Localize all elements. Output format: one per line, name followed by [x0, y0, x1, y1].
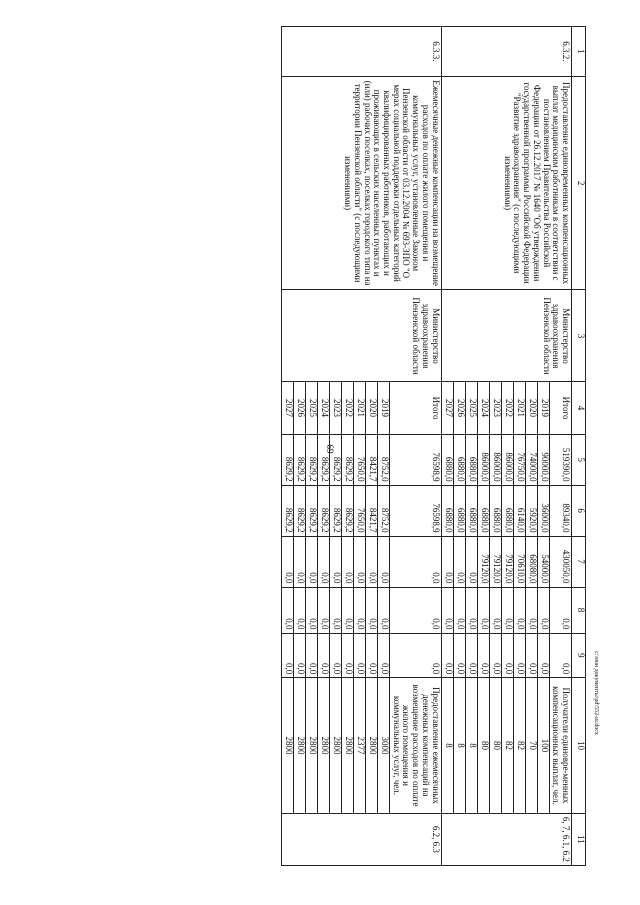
- total-value: 0,0: [549, 587, 571, 633]
- amount-cell: 6880,0: [489, 485, 501, 536]
- amount-cell: 0,0: [341, 536, 353, 587]
- indicator-value: 2800: [281, 678, 293, 813]
- column-number: 7: [572, 536, 586, 587]
- amount-cell: 0,0: [293, 587, 305, 633]
- column-number: 3: [572, 290, 586, 382]
- amount-cell: 0,0: [329, 587, 341, 633]
- amount-cell: 0,0: [537, 633, 549, 678]
- amount-cell: 0,0: [501, 587, 513, 633]
- amount-cell: 8629,2: [281, 434, 293, 485]
- indicator-value: 2800: [329, 678, 341, 813]
- budget-table: [281, 26, 586, 866]
- amount-cell: 0,0: [281, 587, 293, 633]
- amount-cell: 0,0: [305, 587, 317, 633]
- year-cell: 2021: [353, 382, 365, 434]
- year-cell: 2021: [513, 382, 525, 434]
- amount-cell: 6880,0: [453, 434, 465, 485]
- indicator-value: 2800: [293, 678, 305, 813]
- amount-cell: 6880,0: [465, 434, 477, 485]
- amount-cell: 8421,7: [365, 434, 377, 485]
- amount-cell: 70610,0: [513, 536, 525, 587]
- amount-cell: 0,0: [525, 587, 537, 633]
- amount-cell: 8629,2: [329, 434, 341, 485]
- total-value: 0,0: [549, 633, 571, 678]
- amount-cell: 7650,0: [353, 485, 365, 536]
- amount-cell: 0,0: [365, 536, 377, 587]
- amount-cell: 0,0: [441, 587, 453, 633]
- amount-cell: 8629,2: [341, 485, 353, 536]
- amount-cell: 0,0: [353, 587, 365, 633]
- indicator-value: 80: [477, 678, 489, 813]
- column-number: 8: [572, 587, 586, 633]
- year-cell: 2027: [281, 382, 293, 434]
- total-value: 0,0: [389, 633, 441, 678]
- amount-cell: 0,0: [377, 536, 389, 587]
- indicator-value: 2800: [305, 678, 317, 813]
- indicator-value: 3000: [377, 678, 389, 813]
- total-value: 76598,9: [389, 434, 441, 485]
- amount-cell: 0,0: [453, 633, 465, 678]
- column-number: 10: [572, 678, 586, 813]
- amount-cell: 8629,2: [317, 485, 329, 536]
- amount-cell: 0,0: [525, 633, 537, 678]
- amount-cell: 0,0: [489, 587, 501, 633]
- amount-cell: 0,0: [477, 587, 489, 633]
- amount-cell: 0,0: [513, 633, 525, 678]
- indicator-value: 82: [513, 678, 525, 813]
- amount-cell: 0,0: [317, 587, 329, 633]
- column-number: 1: [572, 27, 586, 77]
- amount-cell: 0,0: [353, 536, 365, 587]
- amount-cell: 0,0: [453, 536, 465, 587]
- amount-cell: 8421,7: [365, 485, 377, 536]
- amount-cell: 6140,0: [513, 485, 525, 536]
- amount-cell: 0,0: [329, 536, 341, 587]
- amount-cell: 0,0: [453, 587, 465, 633]
- amount-cell: 0,0: [293, 536, 305, 587]
- amount-cell: 0,0: [441, 633, 453, 678]
- section-links: 6.2, 6.3: [281, 813, 441, 865]
- amount-cell: 74000,0: [525, 434, 537, 485]
- total-value: 89340,0: [549, 485, 571, 536]
- amount-cell: 0,0: [377, 633, 389, 678]
- amount-cell: 8752,0: [377, 434, 389, 485]
- page-number: 69: [325, 444, 335, 454]
- amount-cell: 0,0: [353, 633, 365, 678]
- amount-cell: 5920,0: [525, 485, 537, 536]
- column-number: 6: [572, 485, 586, 536]
- amount-cell: 0,0: [341, 587, 353, 633]
- indicator-value: 2377: [353, 678, 365, 813]
- amount-cell: 8629,2: [293, 485, 305, 536]
- amount-cell: 6880,0: [441, 434, 453, 485]
- total-value: 76598,9: [389, 485, 441, 536]
- amount-cell: 86000,0: [489, 434, 501, 485]
- column-number: 9: [572, 633, 586, 678]
- amount-cell: 0,0: [377, 587, 389, 633]
- amount-cell: 79120,0: [501, 536, 513, 587]
- amount-cell: 76750,0: [513, 434, 525, 485]
- section-code: 6.3.3.: [281, 27, 441, 77]
- amount-cell: 0,0: [489, 633, 501, 678]
- year-cell: 2025: [305, 382, 317, 434]
- total-label: Итого: [549, 382, 571, 434]
- amount-cell: 8629,2: [341, 434, 353, 485]
- amount-cell: 0,0: [317, 633, 329, 678]
- column-number: 2: [572, 76, 586, 290]
- amount-cell: 0,0: [341, 633, 353, 678]
- amount-cell: 0,0: [365, 633, 377, 678]
- section-links: 6, 7, 6.1, 6.2: [441, 813, 571, 865]
- year-cell: 2019: [377, 382, 389, 434]
- year-cell: 2022: [501, 382, 513, 434]
- amount-cell: 90000,0: [537, 434, 549, 485]
- amount-cell: 7650,0: [353, 434, 365, 485]
- year-cell: 2022: [341, 382, 353, 434]
- indicator-value: 2800: [341, 678, 353, 813]
- total-label: Итого: [389, 382, 441, 434]
- amount-cell: 0,0: [305, 536, 317, 587]
- amount-cell: 0,0: [329, 633, 341, 678]
- year-cell: 2020: [365, 382, 377, 434]
- amount-cell: 8629,2: [293, 434, 305, 485]
- amount-cell: 54000,0: [537, 536, 549, 587]
- amount-cell: 8629,2: [317, 434, 329, 485]
- amount-cell: 8629,2: [281, 485, 293, 536]
- column-number-row: [572, 27, 586, 866]
- amount-cell: 0,0: [281, 536, 293, 587]
- year-cell: 2024: [317, 382, 329, 434]
- year-cell: 2026: [293, 382, 305, 434]
- total-value: 519390,0: [549, 434, 571, 485]
- amount-cell: 0,0: [501, 633, 513, 678]
- section-total-row: [389, 27, 441, 866]
- rotated-table-wrapper: [104, 26, 586, 866]
- year-cell: 2026: [453, 382, 465, 434]
- amount-cell: 6880,0: [441, 485, 453, 536]
- total-value: 0,0: [389, 587, 441, 633]
- indicator-value: 8: [465, 678, 477, 813]
- amount-cell: 0,0: [317, 536, 329, 587]
- amount-cell: 0,0: [477, 633, 489, 678]
- indicator-value: 8: [441, 678, 453, 813]
- year-cell: 2025: [465, 382, 477, 434]
- indicator-value: 82: [501, 678, 513, 813]
- total-value: 430050,0: [549, 536, 571, 587]
- amount-cell: 36000,0: [537, 485, 549, 536]
- amount-cell: 0,0: [441, 536, 453, 587]
- amount-cell: 68080,0: [525, 536, 537, 587]
- indicator-value: 80: [489, 678, 501, 813]
- year-cell: 2019: [537, 382, 549, 434]
- section-executor: Министерство здравоохранения Пензенской области: [441, 290, 571, 382]
- column-number: 4: [572, 382, 586, 434]
- indicator-value: 100: [537, 678, 549, 813]
- amount-cell: 86000,0: [477, 434, 489, 485]
- amount-cell: 79120,0: [477, 536, 489, 587]
- amount-cell: 86000,0: [501, 434, 513, 485]
- amount-cell: 8629,2: [305, 434, 317, 485]
- amount-cell: 79120,0: [489, 536, 501, 587]
- amount-cell: 8629,2: [305, 485, 317, 536]
- amount-cell: 0,0: [465, 587, 477, 633]
- section-description: Ежемесячные денежные компенсации на возмещение расходов по оплате жилого помещения и коммунальных услуг, установленные Законом Пензенской области от 03.12.2004 № 693-ЗПО "О мерах социальной поддержки отдельных категорий квалифицированных работников, работающих и проживающих в сельских населенных пунктах и (или) рабочих поселках, поселках городского типа на территории Пензенской области" (с последующими изменениями): [281, 76, 441, 290]
- section-total-row: [549, 27, 571, 866]
- amount-cell: 6880,0: [501, 485, 513, 536]
- year-cell: 2020: [525, 382, 537, 434]
- indicator-name: Предоставление ежемесячных денежных компенсаций на возмещение расходов по оплате жилого помещения и коммунальных услуг, чел.: [389, 678, 441, 813]
- amount-cell: 6880,0: [453, 485, 465, 536]
- year-cell: 2024: [477, 382, 489, 434]
- indicator-value: 2800: [365, 678, 377, 813]
- indicator-name: Получатели единовре-менных компенсационных выплат, чел.: [549, 678, 571, 813]
- amount-cell: 0,0: [365, 587, 377, 633]
- section-description: Предоставление единовременных компенсационных выплат медицинским работникам в соответствии с постановлением Правительства Российской Федерации от 26.12.2017 № 1640 "Об утверждении государственной программы Российской Федерации "Развитие здравоохранения" (с последующими изменениями): [441, 76, 571, 290]
- amount-cell: 0,0: [465, 536, 477, 587]
- footer-file-path: c:\мои документы\pd\552-ш.docx: [593, 651, 599, 735]
- indicator-value: 70: [525, 678, 537, 813]
- section-executor: Министерство здравоохранения Пензенской области: [281, 290, 441, 382]
- amount-cell: 0,0: [513, 587, 525, 633]
- amount-cell: 8629,2: [329, 485, 341, 536]
- amount-cell: 8752,0: [377, 485, 389, 536]
- amount-cell: 0,0: [465, 633, 477, 678]
- amount-cell: 6880,0: [465, 485, 477, 536]
- total-value: 0,0: [389, 536, 441, 587]
- year-cell: 2023: [329, 382, 341, 434]
- section-code: 6.3.2.: [441, 27, 571, 77]
- year-cell: 2027: [441, 382, 453, 434]
- column-number: 11: [572, 813, 586, 865]
- amount-cell: 0,0: [537, 587, 549, 633]
- table-body: [281, 27, 585, 866]
- amount-cell: 0,0: [281, 633, 293, 678]
- indicator-value: 8: [453, 678, 465, 813]
- year-cell: 2023: [489, 382, 501, 434]
- amount-cell: 0,0: [305, 633, 317, 678]
- amount-cell: 6880,0: [477, 485, 489, 536]
- indicator-value: 2800: [317, 678, 329, 813]
- amount-cell: 0,0: [293, 633, 305, 678]
- column-number: 5: [572, 434, 586, 485]
